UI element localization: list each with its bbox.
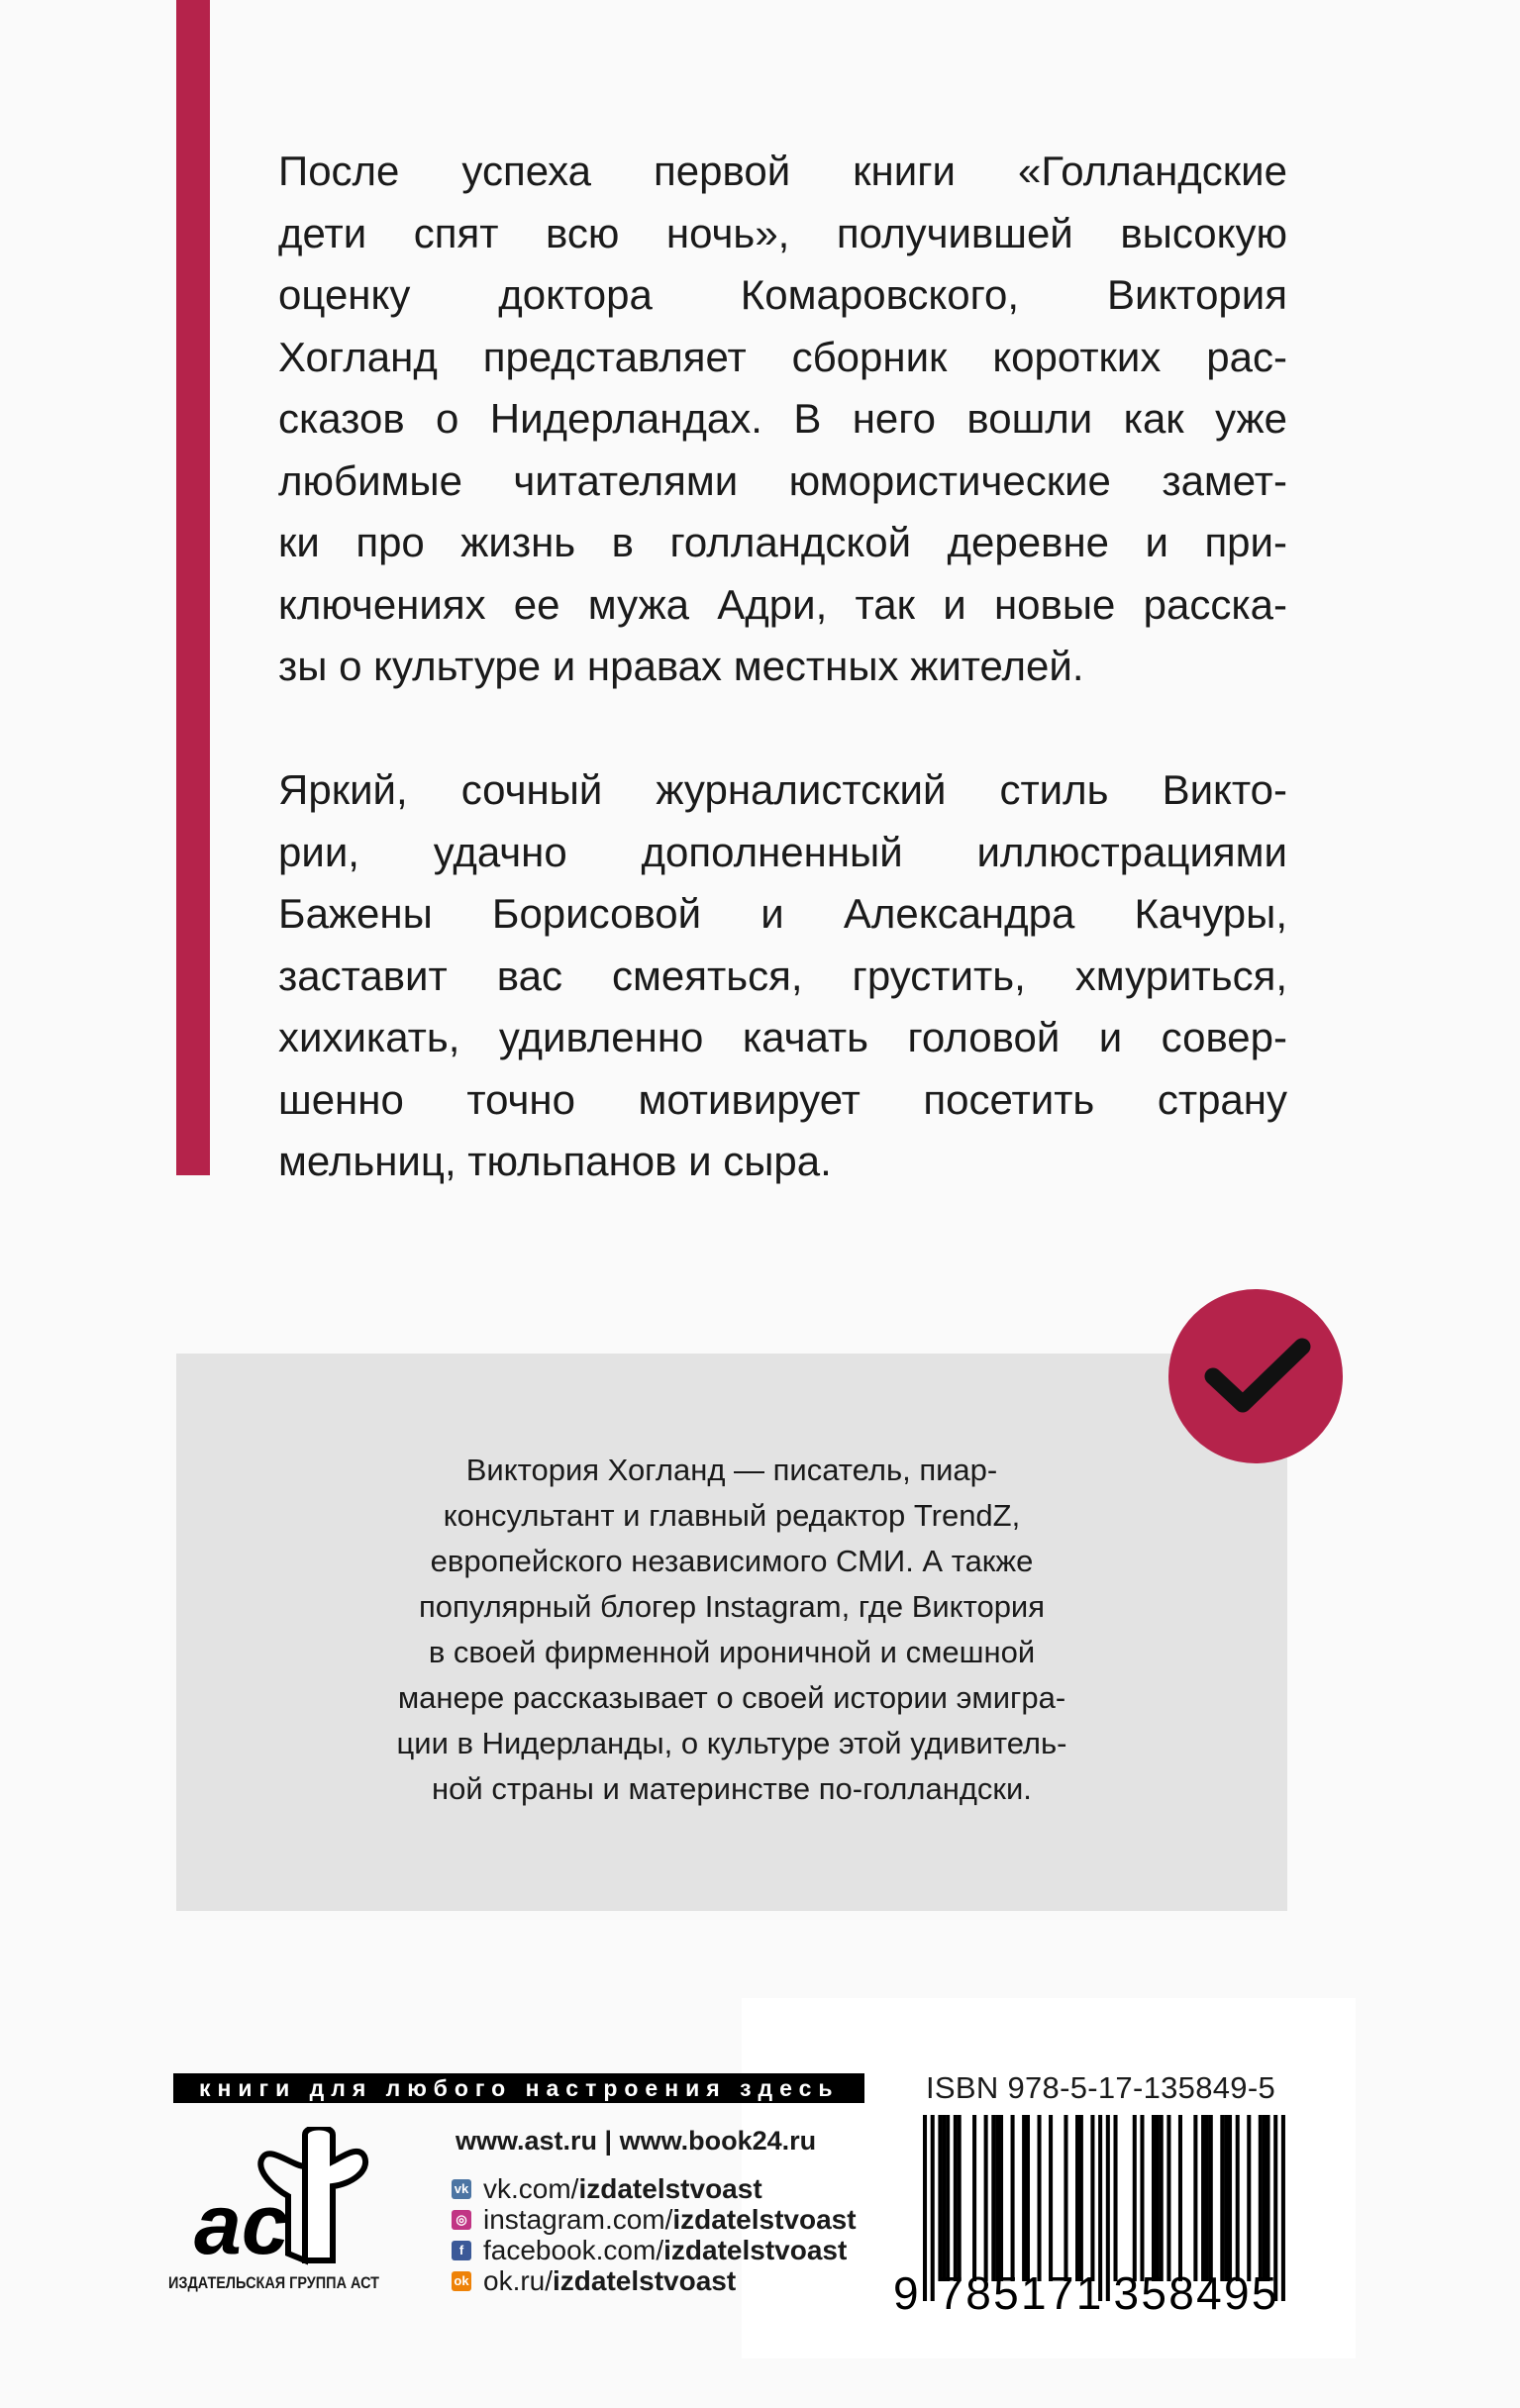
text-line: После успеха первой книги «Голландские	[278, 148, 1287, 194]
social-links	[452, 2173, 857, 2296]
vk-icon: vk	[452, 2179, 471, 2199]
barcode-bar	[1209, 2115, 1213, 2281]
text-line: Яркий, сочный журналистский стиль Викто-	[278, 766, 1287, 813]
social-link[interactable]	[452, 2204, 857, 2235]
text-line: консультант и главный редактор TrendZ,	[443, 1498, 1021, 1533]
barcode-bar	[1259, 2115, 1263, 2281]
barcode-bar	[1220, 2115, 1224, 2281]
text-line: ции в Нидерланды, о культуре этой удивитель-	[396, 1726, 1067, 1760]
text-line: Хогланд представляет сборник коротких рас-	[278, 333, 1287, 380]
barcode-digits: 785171	[938, 2267, 1102, 2311]
description-paragraph-2	[278, 759, 1287, 1193]
social-handle: izdatelstvoast	[672, 2203, 857, 2235]
text-line: мельниц, тюльпанов и сыра.	[278, 1138, 832, 1184]
barcode-digits: 358495	[1113, 2267, 1277, 2311]
barcode-bar	[1228, 2115, 1232, 2281]
barcode-bar	[946, 2115, 950, 2281]
barcode-bar	[972, 2115, 976, 2281]
barcode-bar	[1178, 2115, 1182, 2281]
barcode-bar	[1011, 2115, 1015, 2281]
text-line: любимые читателями юмористические замет-	[278, 456, 1287, 504]
social-link[interactable]	[452, 2265, 857, 2296]
accent-bar	[176, 0, 210, 1175]
barcode-bar	[1026, 2115, 1030, 2281]
odnoklassniki-icon: ok	[452, 2271, 471, 2291]
text-line: Виктория Хогланд — писатель, пиар-	[465, 1453, 998, 1487]
barcode-bar	[1156, 2115, 1160, 2281]
isbn-label: ISBN 978-5-17-135849-5	[926, 2070, 1275, 2105]
barcode-bar	[1160, 2115, 1164, 2281]
text-line: зы о культуре и нравах местных жителей.	[278, 643, 1084, 689]
barcode-bar	[942, 2115, 946, 2281]
text-line: шенно точно мотивирует посетить страну	[278, 1075, 1287, 1123]
publisher-tagline: книги для любого настроения здесь	[173, 2073, 864, 2103]
text-line: оценку доктора Комаровского, Виктория	[278, 271, 1287, 318]
social-prefix: ok.ru/	[483, 2264, 554, 2296]
barcode-bar	[1106, 2115, 1110, 2301]
barcode-bar	[1038, 2115, 1042, 2281]
text-line: рии, удачно дополненный иллюстрациями	[278, 828, 1287, 875]
social-handle: izdatelstvoast	[553, 2264, 737, 2296]
barcode-bar	[1140, 2115, 1144, 2281]
logo-caption: ИЗДАТЕЛЬСКАЯ ГРУППА АСТ	[168, 2273, 380, 2292]
barcode-bar	[1236, 2115, 1240, 2281]
barcode-bar	[999, 2115, 1003, 2281]
barcode-bar	[1133, 2115, 1137, 2281]
text-line: сказов о Нидерландах. В него вошли как уже	[278, 395, 1287, 442]
barcode-bar	[1193, 2115, 1197, 2281]
barcode-bar	[931, 2115, 935, 2301]
publisher-websites[interactable]: www.ast.ru | www.book24.ru	[456, 2126, 817, 2156]
text-line: манере рассказывает о своей истории эмигра-	[397, 1680, 1066, 1715]
social-handle: izdatelstvoast	[663, 2234, 848, 2265]
author-bio	[176, 1448, 1287, 1812]
social-link[interactable]	[452, 2173, 857, 2204]
text-line: заставит вас смеяться, грустить, хмуриться,	[278, 952, 1287, 999]
barcode-bar	[991, 2115, 995, 2281]
social-handle: izdatelstvoast	[578, 2172, 762, 2204]
barcode-bar	[984, 2115, 988, 2281]
text-line: дети спят всю ночь», получившей высокую	[278, 209, 1287, 256]
barcode-bar	[954, 2115, 958, 2281]
barcode-bar	[1022, 2115, 1026, 2281]
barcode-bar	[923, 2115, 927, 2301]
instagram-icon: ◎	[452, 2210, 471, 2230]
text-line: ки про жизнь в голландской деревне и при-	[278, 519, 1287, 565]
svg-text:ас: ас	[194, 2177, 289, 2265]
social-prefix: vk.com/	[483, 2172, 579, 2204]
social-link[interactable]	[452, 2235, 857, 2265]
barcode-bar	[1166, 2115, 1170, 2281]
barcode-bar	[1281, 2115, 1285, 2301]
barcode-bar	[1201, 2115, 1205, 2281]
description-paragraph-1	[278, 141, 1287, 698]
text-line: популярный блогер Instagram, где Виктория	[418, 1589, 1046, 1624]
barcode-bar	[1247, 2115, 1251, 2281]
barcode-bar	[1205, 2115, 1209, 2281]
text-line: ключениях ее мужа Адри, так и новые расска-	[278, 580, 1287, 628]
text-line: хихикать, удивленно качать головой и совер-	[278, 1014, 1287, 1060]
checkmark-badge	[1168, 1289, 1343, 1463]
text-line: Бажены Борисовой и Александра Качуры,	[278, 890, 1287, 937]
barcode-bar	[1090, 2115, 1094, 2281]
barcode-bar	[1224, 2115, 1228, 2281]
barcode-bar	[995, 2115, 999, 2281]
ast-logo	[194, 2127, 382, 2265]
facebook-icon: f	[452, 2241, 471, 2260]
text-line: ной страны и материнстве по-голландски.	[432, 1771, 1032, 1806]
barcode-bar	[938, 2115, 942, 2281]
barcode-bar	[1152, 2115, 1156, 2281]
barcode-bar	[1263, 2115, 1267, 2281]
social-prefix: instagram.com/	[483, 2203, 673, 2235]
barcode-bar	[1075, 2115, 1079, 2281]
barcode-bar	[1267, 2115, 1270, 2281]
barcode-bar	[1114, 2115, 1118, 2281]
barcode-bar	[1064, 2115, 1067, 2281]
text-line: в своей фирменной ироничной и смешной	[428, 1635, 1036, 1669]
barcode-bar	[958, 2115, 962, 2281]
checkmark-icon	[1168, 1289, 1343, 1463]
isbn-barcode	[891, 2113, 1297, 2311]
barcode-bar	[1079, 2115, 1083, 2281]
barcode-digits: 9	[893, 2267, 919, 2311]
social-prefix: facebook.com/	[483, 2234, 664, 2265]
barcode-bar	[1049, 2115, 1053, 2281]
text-line: европейского независимого СМИ. А также	[430, 1544, 1034, 1578]
